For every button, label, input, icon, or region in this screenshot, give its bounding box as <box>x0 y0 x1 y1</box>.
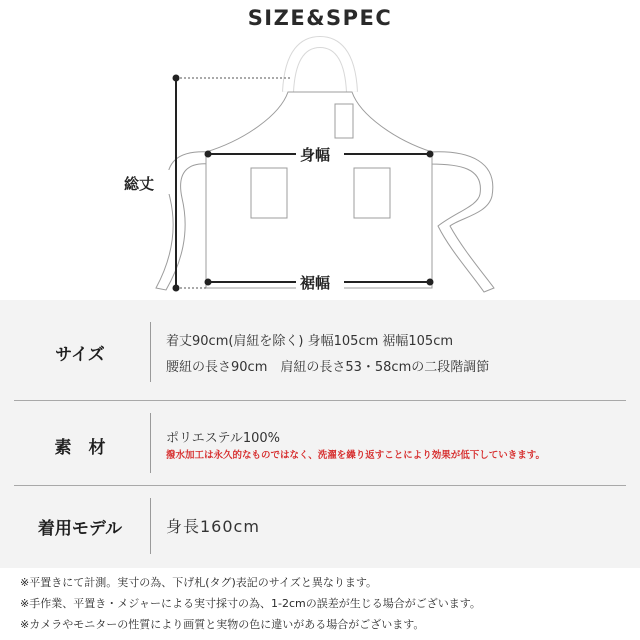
length-label: 総丈 <box>124 175 155 193</box>
waist-tie-right <box>430 152 494 292</box>
page-title: SIZE&SPEC <box>247 6 393 30</box>
size-label: サイズ <box>55 345 105 365</box>
spec-table <box>0 300 640 568</box>
size-line-1: 着丈90cm(肩紐を除く) 身幅105cm 裾幅105cm <box>166 334 454 349</box>
model-line-1: 身長160cm <box>166 517 260 536</box>
material-label: 素 材 <box>54 438 106 458</box>
apron-diagram <box>0 0 640 300</box>
model-label: 着用モデル <box>37 519 123 539</box>
note-2: ※手作業、平置き・メジャーによる実寸採寸の為、1-2cmの誤差が生じる場合がございます。 <box>20 597 481 610</box>
note-3: ※カメラやモニターの性質により画質と実物の色に違いがある場合がございます。 <box>20 618 425 631</box>
material-line-1: ポリエステル100% <box>166 431 280 446</box>
divider <box>150 413 151 473</box>
size-line-2: 腰紐の長さ90cm 肩紐の長さ53・58cmの二段階調節 <box>166 360 490 375</box>
spec-row-material <box>0 401 640 485</box>
divider <box>150 498 151 554</box>
hem-width-label: 裾幅 <box>300 274 331 292</box>
spec-row-model <box>0 486 640 568</box>
body-width-label: 身幅 <box>300 146 331 164</box>
note-1: ※平置きにて計測。実寸の為、下げ札(タグ)表記のサイズと異なります。 <box>20 576 378 589</box>
divider <box>150 322 151 382</box>
notes <box>20 572 481 635</box>
spec-row-size <box>0 300 640 400</box>
apron-body <box>206 92 432 288</box>
material-warning: 撥水加工は永久的なものではなく、洗濯を繰り返すことにより効果が低下していきます。 <box>166 450 546 461</box>
